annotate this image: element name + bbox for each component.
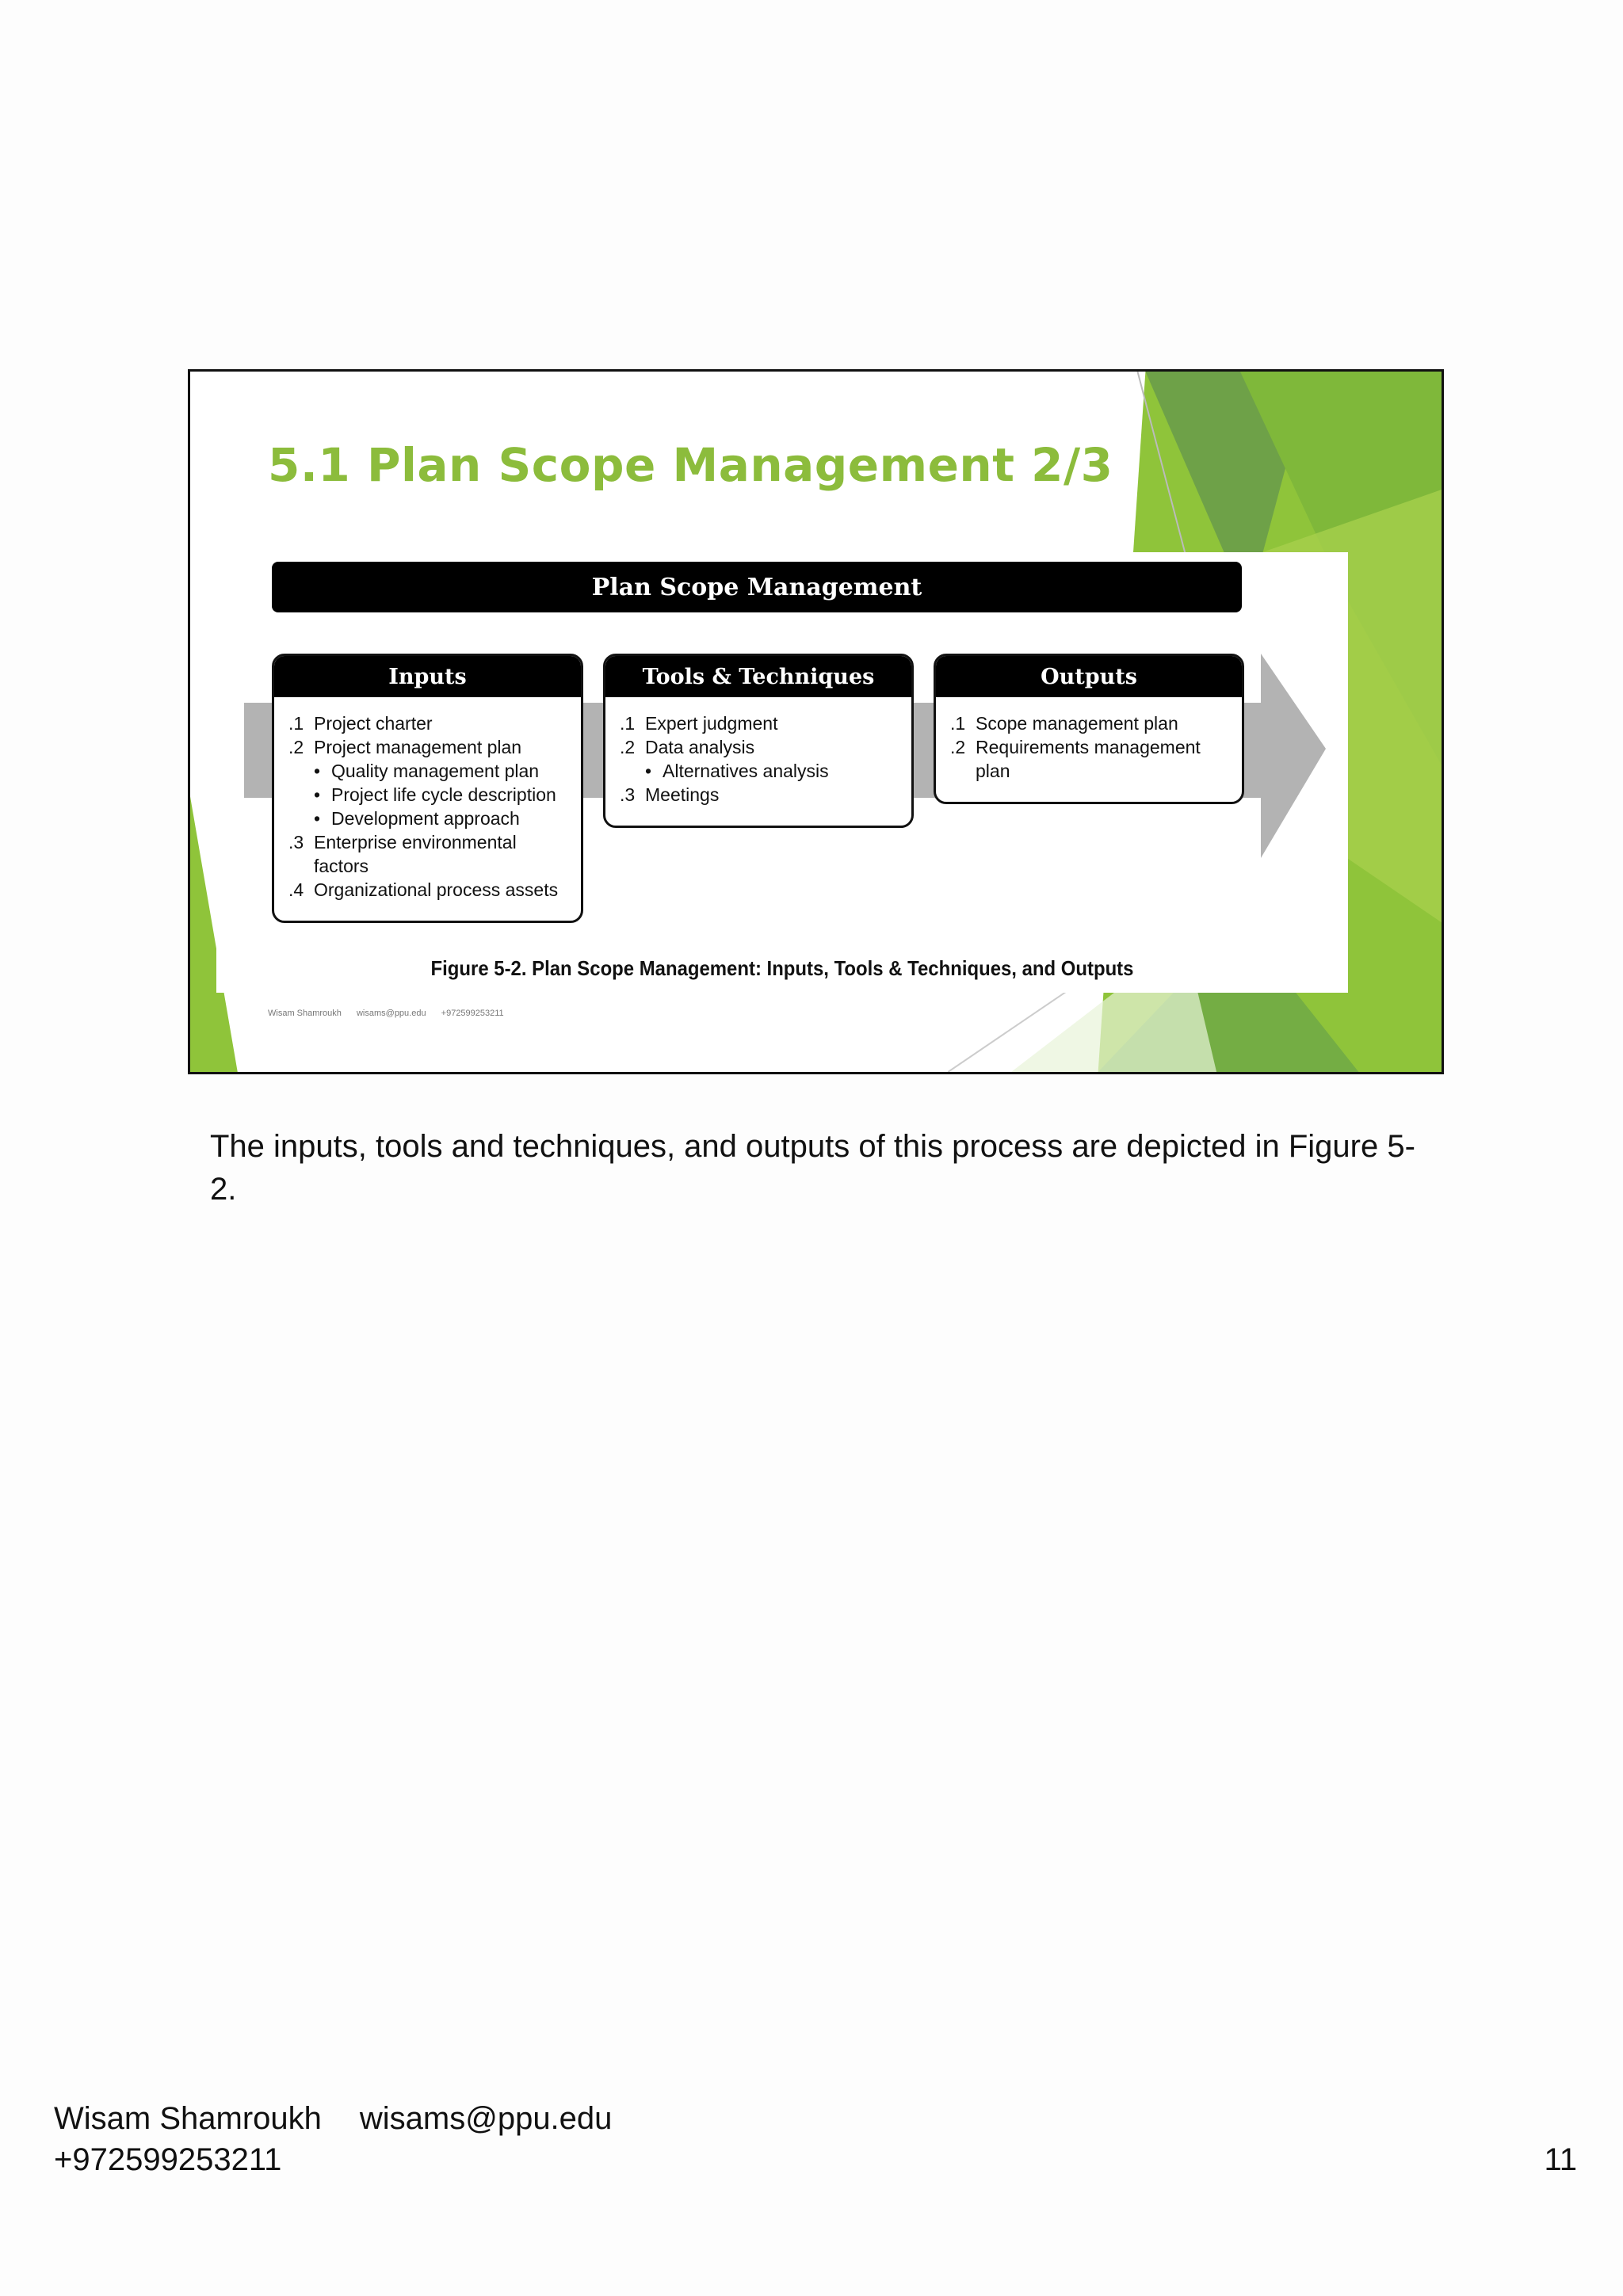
list-item: • Development approach	[314, 808, 520, 829]
list-item: .2 Project management plan	[288, 737, 522, 757]
figure-caption: Figure 5-2. Plan Scope Management: Inputs, Tools & Techniques, and Outputs	[430, 956, 1134, 980]
process-banner: Plan Scope Management	[272, 562, 1242, 612]
list-item: factors	[314, 856, 369, 876]
list-item: .2 Data analysis	[620, 737, 755, 757]
list-item: • Quality management plan	[314, 761, 540, 781]
inputs-title: Inputs	[274, 656, 581, 697]
list-item: .1 Scope management plan	[950, 713, 1178, 734]
body-line-2: 2.	[210, 1172, 237, 1207]
footer-phone: +972599253211	[54, 2142, 282, 2177]
list-item: .3 Enterprise environmental	[288, 832, 517, 852]
list-item: .4 Organizational process assets	[288, 879, 559, 900]
footer-contact-line	[54, 2098, 612, 2139]
outputs-list	[936, 697, 1242, 783]
page-number: 11	[1544, 2142, 1577, 2177]
tools-title: Tools & Techniques	[605, 656, 911, 697]
outputs-title: Outputs	[936, 656, 1242, 697]
page-footer	[54, 2098, 612, 2180]
footer-email: wisams@ppu.edu	[359, 2101, 613, 2136]
tools-list	[605, 697, 911, 807]
slide-footer-author: Wisam Shamroukh	[268, 1009, 342, 1018]
slide-footer-phone: +972599253211	[441, 1009, 504, 1018]
slide-title: 5.1 Plan Scope Management 2/3	[268, 438, 1113, 492]
list-item: .1 Project charter	[288, 713, 433, 734]
process-figure	[216, 552, 1348, 993]
footer-author: Wisam Shamroukh	[54, 2101, 322, 2136]
slide-thumbnail	[188, 369, 1444, 1074]
slide-footer	[268, 1009, 517, 1018]
inputs-box	[272, 654, 583, 923]
list-item: • Project life cycle description	[314, 784, 556, 805]
slide-footer-email: wisams@ppu.edu	[356, 1009, 426, 1018]
inputs-list	[274, 697, 581, 902]
list-item: .3 Meetings	[620, 784, 720, 805]
tools-box	[603, 654, 914, 828]
body-line-1: The inputs, tools and techniques, and outputs of this process are depicted in Figure 5-	[210, 1129, 1415, 1164]
list-item: .2 Requirements management	[950, 737, 1201, 757]
outputs-box	[934, 654, 1244, 804]
list-item: .1 Expert judgment	[620, 713, 778, 734]
list-item: plan	[976, 761, 1010, 781]
list-item: • Alternatives analysis	[645, 761, 829, 781]
body-paragraph	[210, 1125, 1446, 1211]
